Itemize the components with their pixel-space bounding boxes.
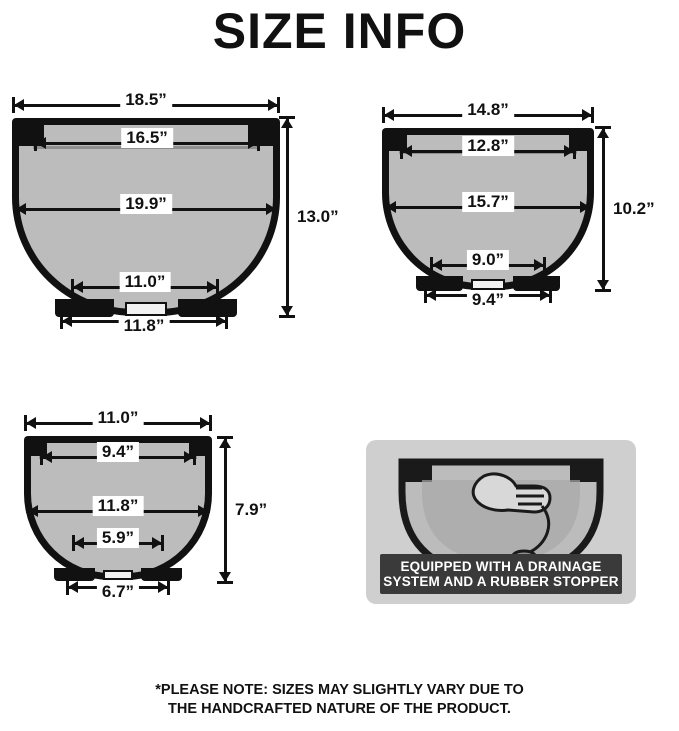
dim-label: 18.5”: [120, 90, 172, 110]
disclaimer-note: [0, 681, 679, 719]
dim-large-inner-base-width: [71, 272, 219, 298]
dim-label: 14.8”: [462, 100, 514, 120]
medium-planter-diagram: [378, 88, 668, 338]
dim-medium-height: [592, 126, 655, 292]
dim-label: 6.7”: [97, 582, 139, 602]
dim-label: 11.8”: [93, 496, 144, 516]
dim-medium-inner-base-width: [430, 250, 546, 276]
dim-label: 7.9”: [235, 500, 268, 519]
dim-small-outer-base-width: [66, 576, 170, 601]
dim-small-inner-top-width: [40, 442, 196, 468]
dim-small-inner-base-width: [72, 528, 164, 554]
dim-large-height: [276, 116, 339, 318]
dim-medium-body-width: [384, 192, 592, 218]
drainage-panel: [366, 440, 636, 604]
dim-label: 19.9”: [120, 194, 172, 214]
dim-label: 9.4”: [97, 442, 139, 462]
note-line2: THE HANDCRAFTED NATURE OF THE PRODUCT.: [168, 701, 511, 717]
dim-label: 11.0”: [120, 272, 171, 292]
small-planter-diagram: [20, 406, 280, 636]
dim-label: 11.8”: [119, 316, 170, 336]
dim-label: 16.5”: [121, 128, 173, 148]
dim-label: 15.7”: [462, 192, 514, 212]
dim-small-outer-top-width: [24, 408, 212, 434]
dim-medium-outer-top-width: [382, 100, 594, 126]
dim-label: 10.2”: [613, 199, 655, 218]
dim-large-body-width: [14, 194, 278, 220]
dim-medium-outer-base-width: [424, 284, 552, 309]
drainage-caption-line2: SYSTEM AND A RUBBER STOPPER: [383, 574, 619, 589]
dim-large-inner-top-width: [34, 128, 260, 154]
drainage-caption-line1: EQUIPPED WITH A DRAINAGE: [400, 559, 602, 574]
drainage-caption: [380, 554, 622, 594]
large-planter-diagram: [8, 88, 339, 348]
page-title: SIZE INFO: [212, 3, 467, 59]
dim-large-outer-top-width: [12, 90, 280, 116]
dim-label: 5.9”: [97, 528, 139, 548]
dim-large-outer-base-width: [60, 310, 228, 335]
dim-small-height: [214, 436, 268, 584]
dim-medium-inner-top-width: [400, 136, 576, 162]
dim-small-body-width: [26, 496, 210, 522]
dim-label: 9.0”: [467, 250, 509, 270]
note-line1: *PLEASE NOTE: SIZES MAY SLIGHTLY VARY DUE TO: [155, 682, 524, 698]
dim-label: 9.4”: [467, 290, 509, 310]
dim-label: 12.8”: [462, 136, 514, 156]
dim-label: 13.0”: [297, 207, 339, 226]
dim-label: 11.0”: [93, 408, 144, 428]
